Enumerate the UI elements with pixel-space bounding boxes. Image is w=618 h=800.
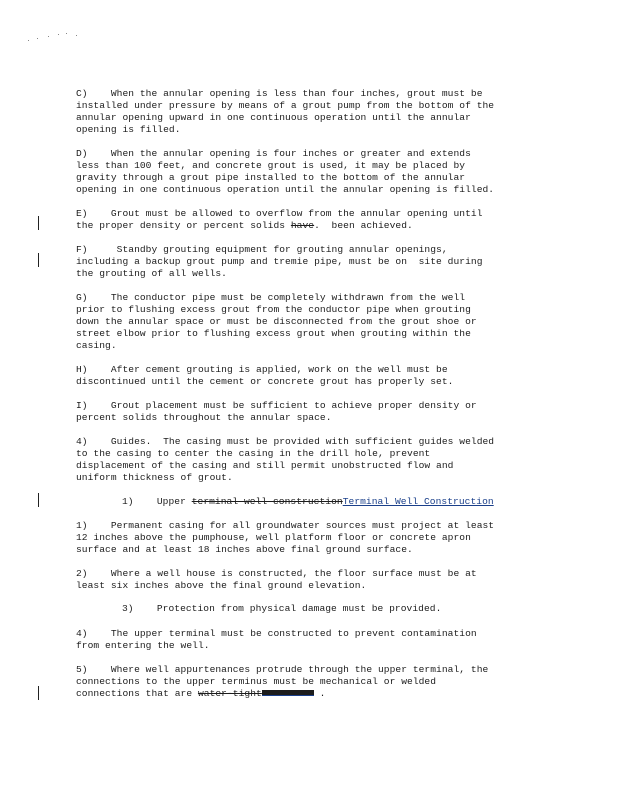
- redaction-mark: [262, 690, 314, 696]
- paragraph-e-tail: . been achieved.: [314, 220, 413, 231]
- item-1: 1) Permanent casing for all groundwater sources must project at least 12 inches above the pumphouse, well platform floor or concrete apron surface and at least 18 inches above final ground surface.: [76, 520, 495, 555]
- change-bar: [38, 216, 39, 230]
- scan-specks: [28, 30, 88, 44]
- deleted-text: have: [290, 220, 315, 231]
- paragraph-h: H) After cement grouting is applied, work on the well must be discontinued until the cement or concrete grout has properly set.: [76, 364, 454, 387]
- paragraph-f: F) Standby grouting equipment for grouting annular openings, including a backup grout pump and tremie pipe, must be on site during the grouting of all wells.: [76, 244, 483, 279]
- item-4: 4) The upper terminal must be constructed to prevent contamination from entering the well.: [76, 628, 477, 651]
- paragraph-e: [76, 208, 546, 232]
- change-bar: [38, 686, 39, 700]
- heading-inserted: Terminal Well Construction: [342, 496, 494, 507]
- change-bar: [38, 253, 39, 267]
- heading-number: 1): [122, 496, 134, 507]
- deleted-text: water-tight: [197, 688, 262, 699]
- paragraph-guides: 4) Guides. The casing must be provided with sufficient guides welded to the casing to center the casing in the drill hole, prevent displacement of the casing and still permit unobstructed flow and uniform thickness of grout.: [76, 436, 495, 483]
- change-bar: [38, 493, 39, 507]
- paragraph-e-text: E) Grout must be allowed to overflow from the annular opening until the proper density or percent solids: [76, 208, 483, 231]
- heading-text: Upper: [156, 496, 192, 507]
- paragraph-g: G) The conductor pipe must be completely withdrawn from the well prior to flushing excess grout from the conductor pipe when grouting down the annular space or must be disconnected from the grout shoe or street elbow prior to flushing excess grout when grouting within the casing.: [76, 292, 477, 351]
- item-5-tail: .: [313, 688, 326, 699]
- paragraph-i: I) Grout placement must be sufficient to achieve proper density or percent solids throughout the annular space.: [76, 400, 477, 423]
- paragraph-c: C) When the annular opening is less than four inches, grout must be installed under pressure by means of a grout pump from the bottom of the annular opening upward in one continuous operation until the annular opening is filled.: [76, 88, 495, 135]
- item-3: 3) Protection from physical damage must be provided.: [122, 603, 442, 614]
- paragraph-d: D) When the annular opening is four inches or greater and extends less than 100 feet, and concrete grout is used, it may be placed by gravity through a grout pipe installed to the bottom of the annular opening in one continuous operation until the annular opening is filled.: [76, 148, 495, 195]
- item-2: 2) Where a well house is constructed, the floor surface must be at least six inches above the final ground elevation.: [76, 568, 477, 591]
- heading-deleted: terminal well construction: [191, 496, 343, 507]
- item-5: [76, 664, 546, 700]
- item-5-text: 5) Where well appurtenances protrude through the upper terminal, the connections to the upper terminus must be mechanical or welded connections that are: [76, 664, 489, 699]
- section-heading: [122, 496, 592, 508]
